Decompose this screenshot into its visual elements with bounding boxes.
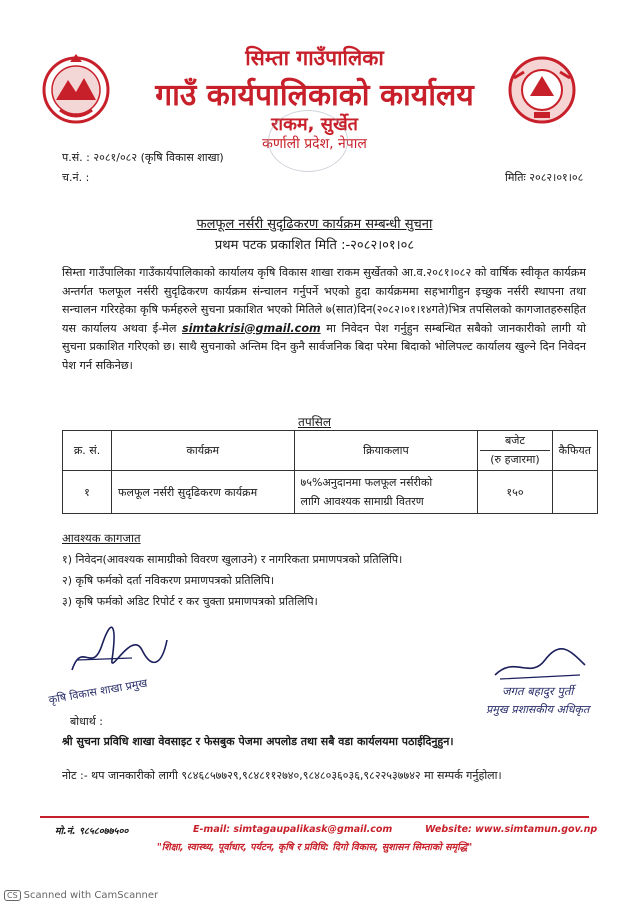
table-header-row [63, 431, 598, 471]
document-item-2: २) कृषि फर्मको दर्ता नविकरण प्रमाणपत्रको प्रतिलिपि। [62, 574, 275, 587]
notice-body-text-2: मा निवेदन पेश गर्नुहुन सम्बन्धित सबैको जानकारीको लागी यो सुचना प्रकाशित गरिएको छ। साथै सुचनाको अन्तिम दिन कुनै सार्वजनिक बिदा परेमा बिदाको भोलिपल्ट कार्यालय खुल्ने दिन निवेदन पेश गर्न सकिनेछ। [62, 321, 586, 372]
watermark-text: Scanned with CamScanner [23, 890, 159, 901]
footer-slogan: "शिक्षा, स्वास्थ्य, पूर्वाधार, पर्यटन, कृषि र प्रविधि: दिगो विकास, सुशासन सिम्ताको समृद्धि" [156, 842, 473, 853]
table-caption [0, 413, 629, 430]
municipality-name: सिम्ता गाउँपालिका [245, 46, 384, 70]
notice-title [0, 214, 629, 232]
footer-divider [40, 816, 589, 818]
office-seal-stamp [268, 110, 348, 172]
notice-body [62, 264, 586, 375]
row-activity-line-1: ७५%अनुदानमा फलफूल नर्सरीको [300, 476, 433, 489]
documents-heading-text: आवश्यक कागजात [62, 531, 141, 545]
right-signatory-name: जगत बहादुर पुर्ती [502, 684, 574, 698]
camscanner-watermark [4, 890, 158, 901]
bodharth-label: बोधार्थ : [70, 715, 103, 728]
right-signature-scribble [490, 645, 590, 689]
row-activity [294, 471, 478, 514]
notice-title-text: फलफूल नर्सरी सुदृढिकरण कार्यक्रम सम्बन्धी सुचना [196, 217, 433, 232]
header-program: कार्यक्रम [112, 431, 295, 471]
row-budget: १५० [478, 471, 552, 514]
contact-email: simtakrisi@gmail.com [182, 321, 321, 335]
header-sn: क्र. सं. [63, 431, 112, 471]
document-item-3: ३) कृषि फर्मको अडिट रिपोर्ट र कर चुक्ता प्रमाणपत्रको प्रतिलिपि। [62, 595, 318, 608]
document-item-1: १) निवेदन(आवश्यक सामाग्रीको विवरण खुलाउने) र नागरिकता प्रमाणपत्रको प्रतिलिपि। [62, 553, 403, 566]
row-sn: १ [63, 471, 112, 514]
footer-website: Website: www.simtamun.gov.np [425, 824, 598, 835]
row-activity-line-2: लागि आवश्यक सामाग्री वितरण [300, 495, 424, 508]
letter-date: मितिः २०८२।०१।०८ [505, 171, 584, 184]
office-name: गाउँ कार्यपालिकाको कार्यालय [155, 78, 474, 113]
row-remarks [552, 471, 597, 514]
dispatch-number: च.नं. : [62, 171, 90, 184]
header-activity: क्रियाकलाप [294, 431, 478, 471]
table-caption-text: तपसिल [297, 415, 331, 429]
reference-number: प.सं. : २०८१/०८२ (कृषि विकास शाखा) [62, 151, 224, 164]
bodharth-text: श्री सुचना प्रविधि शाखा वेवसाइट र फेसबुक पेजमा अपलोड तथा सबै वडा कार्यलयमा पठाईदिनुहुन। [62, 735, 454, 748]
footer-phone: मो.नं. ९८५८०७७५०० [55, 826, 129, 837]
camscanner-icon: CS [4, 890, 21, 901]
office-address: राकम, सुर्खेत [271, 114, 358, 135]
header-budget-unit: (रु हजारमा) [480, 450, 549, 469]
right-signatory-title: प्रमुख प्रशासकीय अधिकृत [486, 703, 590, 716]
table-row [63, 471, 598, 514]
province-name: कर्णाली प्रदेश, नेपाल [262, 136, 367, 152]
contact-note: नोट :- थप जानकारीको लागी ९८४६८५७७२९,९८४८११२७४०,९८४८०३६०३६,९८२२५३७७४२ मा सम्पर्क गर्नुहोला। [62, 769, 502, 782]
documents-heading [62, 531, 141, 546]
notice-subtitle: प्रथम पटक प्रकाशित मिति :-२०८२।०१।०८ [214, 238, 415, 253]
header-budget-label: बजेट [504, 434, 525, 447]
header-remarks: कैफियत [552, 431, 597, 471]
left-signature-scribble [62, 620, 172, 684]
header-budget [478, 431, 552, 471]
row-program: फलफूल नर्सरी सुदृढिकरण कार्यक्रम [112, 471, 295, 514]
program-table [62, 430, 598, 514]
notice-body-text-1: सिम्ता गाउँपालिका गाउँकार्यपालिकाको कार्यालय कृषि विकास शाखा राकम सुर्खेतको आ.व.२०८१।०८२ को वार्षिक स्वीकृत कार्यक्रम अन्तर्गत फलफूल नर्सरी सुदृढिकरण कार्यक्रम संन्चालन गर्नुपर्ने भएको हुदा कार्यक्रममा सहभागीहुन इच्छुक नर्सरी स्थापना तथा सन्चालन गरिरहेका कृषि फर्महरुले सुचना प्रकाशित भएको मितिले ७(सात)दिन(२०८२।०१।१४गते)भित्र तपसिलको कागजातहरुसहित यस कार्यालय अथवा ई-मेल [62, 266, 586, 335]
footer-email: E-mail: simtagaupalikask@gmail.com [193, 824, 393, 835]
left-signatory-title: कृषि विकास शाखा प्रमुख [47, 676, 149, 707]
